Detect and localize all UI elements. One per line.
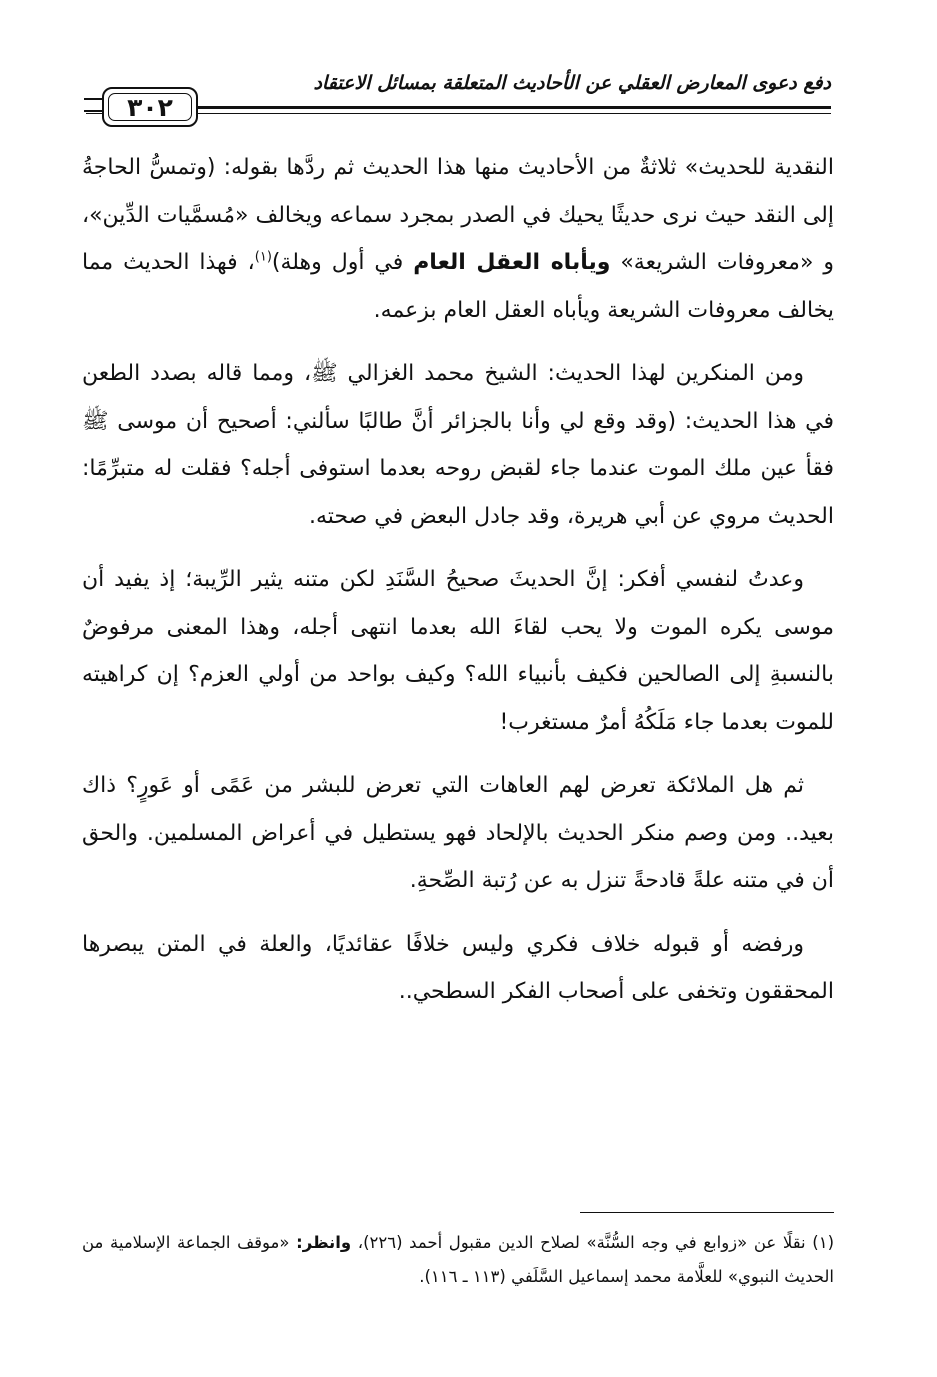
paragraph-3: وعدتُ لنفسي أفكر: إنَّ الحديثَ صحيحُ السَّنَدِ لكن متنه يثير الرِّيبة؛ إذ يفيد أن موسى يكره الموت ولا يحب لقاءَ الله بعدما انتهى أجله، وهذا المعنى مرفوضٌ بالنسبةِ إلى الصالحين فكيف بأنبياء الله؟ وكيف بواحد من أولي العزم؟ إن كراهيته للموت بعدما جاء مَلَكُهُ أمرٌ مستغرب! [82, 567, 834, 735]
footnote-1 [82, 1226, 834, 1294]
footnotes [82, 1226, 834, 1294]
footnote-text: نقلًا عن «زوابع في وجه السُّنَّة» لصلاح الدين مقبول أحمد (٢٢٦)، [351, 1233, 806, 1252]
footnote-text: «موقف الجماعة الإسلامية من الحديث النبوي» للعلَّامة محمد إسماعيل السَّلَفي (١١٣ ـ ١١٦). [82, 1233, 834, 1286]
paragraph-gap [82, 334, 834, 350]
running-title: دفع دعوى المعارض العقلي عن الأحاديث المتعلقة بمسائل الاعتقاد [313, 72, 831, 94]
paragraph-gap [82, 746, 834, 762]
paragraph-1-bold-phrase: ويأباه العقل العام [413, 250, 611, 275]
footnote-bold-text: وانظر: [296, 1233, 352, 1252]
body-text [82, 144, 834, 1016]
paragraph-2: ومن المنكرين لهذا الحديث: الشيخ محمد الغزالي ﷺ، ومما قاله بصدد الطعن في هذا الحديث: (وقد وقع لي وأنا بالجزائر أنَّ طالبًا سألني: أصحيح أن موسى ﷺ فقأ عين ملك الموت عندما جاء لقبض روحه بعدما استوفى أجله؟ فقلت له متبرِّمًا: الحديث مروي عن أبي هريرة، وقد جادل البعض في صحته. [82, 361, 834, 529]
footnote-reference: (١) [254, 249, 272, 265]
paragraph-gap [82, 905, 834, 921]
page-header [86, 60, 831, 130]
page-number-frame [102, 87, 198, 127]
footnote-marker: (١) [812, 1233, 834, 1252]
paragraph-1 [82, 144, 834, 334]
footnote-separator [580, 1212, 834, 1213]
paragraph-5: ورفضه أو قبوله خلاف فكري وليس خلافًا عقائديًا، والعلة في المتن يبصرها المحققون وتخفى على أصحاب الفكر السطحي.. [82, 931, 834, 1004]
paragraph-1-segment: في أول وهلة) [271, 250, 414, 275]
paragraph-1-segment: ، فهذا الحديث مما يخالف معروفات الشريعة ويأباه العقل العام بزعمه. [82, 250, 834, 323]
page-number: ٣٠٢ [127, 92, 173, 122]
paragraph-4: ثم هل الملائكة تعرض لهم العاهات التي تعرض للبشر من عَمًى أو عَورٍ؟ ذاك بعيد.. ومن وصم منكر الحديث بالإلحاد فهو يستطيل في أعراض المسلمين. والحق أن في متنه علةً قادحةً تنزل به عن رُتبة الصِّحةِ. [82, 773, 834, 893]
paragraph-1-segment: النقدية للحديث» ثلاثةٌ من الأحاديث منها هذا الحديث ثم ردَّها بقوله: (وتمسُّ الحاجةُ إلى النقد حيث نرى حديثًا يحيك في الصدر بمجرد سماعه ويخالف «مُسمَّيات الدِّين»، و «معروفات الشريعة» [82, 155, 834, 275]
paragraph-gap [82, 540, 834, 556]
